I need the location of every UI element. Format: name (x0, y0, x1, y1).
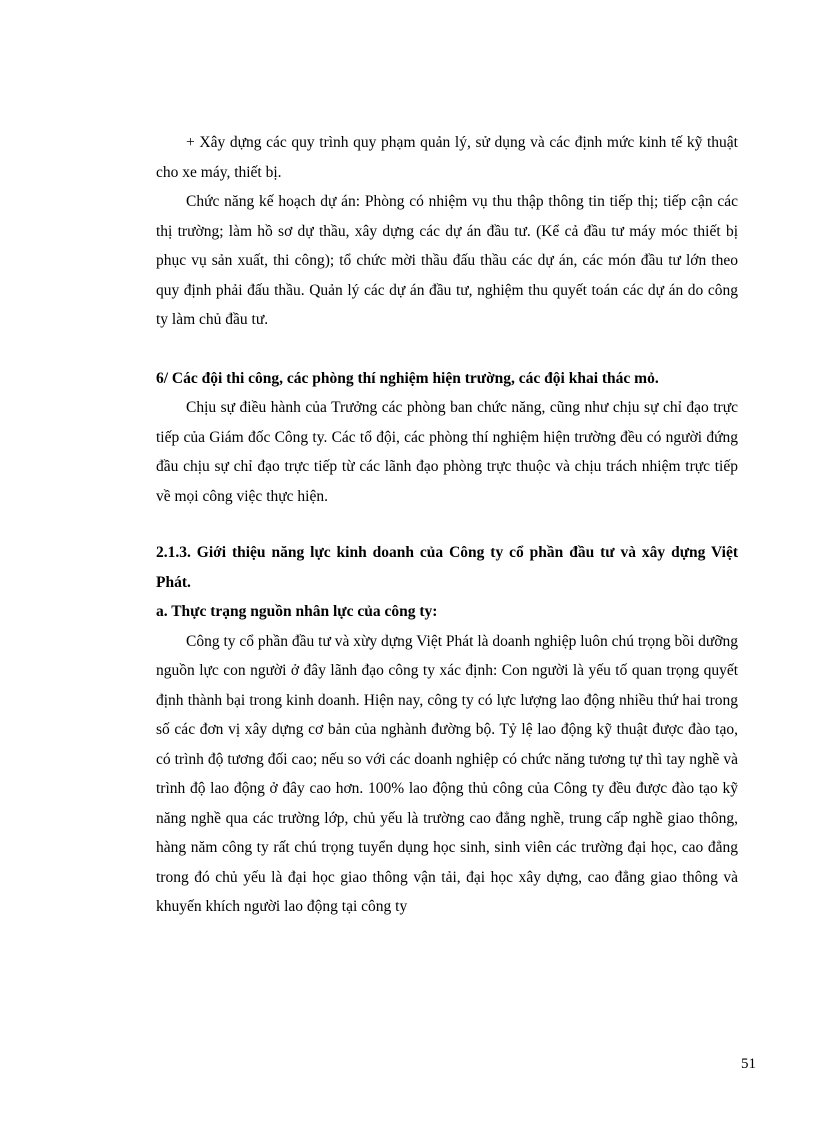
body-paragraph-project-planning: Chức năng kế hoạch dự án: Phòng có nhiệm vụ thu thập thông tin tiếp thị; tiếp cận các thị trường; làm hồ sơ dự thầu, xây dựng các dự án đầu tư. (Kể cả đầu tư máy móc thiết bị phục vụ sản xuất, thi công); tổ chức mời thầu đấu thầu các dự án, các món đầu tư lớn theo quy định phải đấu thầu. Quản lý các dự án đầu tư, nghiệm thu quyết toán các dự án do công ty làm chủ đầu tư. (156, 193, 738, 328)
paragraph-spacer (156, 511, 738, 538)
paragraph-spacer (156, 335, 738, 364)
body-paragraph-maintenance-procedures: + Xây dựng các quy trình quy phạm quản lý, sử dụng và các định mức kinh tế kỹ thuật cho xe máy, thiết bị. (156, 134, 738, 181)
section-heading-construction-teams: 6/ Các đội thi công, các phòng thí nghiệm hiện trường, các đội khai thác mỏ. (156, 369, 659, 387)
subsection-heading-human-resources: a. Thực trạng nguồn nhân lực của công ty: (156, 603, 438, 620)
page-number: 51 (741, 1056, 756, 1072)
section-heading-business-capacity: 2.1.3. Giới thiệu năng lực kinh doanh của Công ty cổ phần đầu tư và xây dựng Việt Phát. (156, 544, 738, 591)
document-page (156, 128, 738, 922)
body-paragraph-human-resources: Công ty cổ phần đầu tư và xừy dựng Việt Phát là doanh nghiệp luôn chú trọng bồi dưỡng nguồn lực con người ở đây lãnh đạo công ty xác định: Con người là yếu tố quan trọng quyết định thành bại trong kinh doanh. Hiện nay, công ty có lực lượng lao động nhiều thứ hai trong số các đơn vị xây dựng cơ bản của nghành đường bộ. Tỷ lệ lao động kỹ thuật được đào tạo, có trình độ tương đối cao; nếu so với các doanh nghiệp có chức năng tương tự thì tay nghề và trình độ lao động ở đây cao hơn. 100% lao động thủ công của Công ty đều được đào tạo kỹ năng nghề qua các trường lớp, chủ yếu là trường cao đẳng nghề, trung cấp nghề giao thông, hàng năm công ty rất chú trọng tuyển dụng học sinh, sinh viên các trường đại học, cao đẳng trong đó chủ yếu là đại học giao thông vận tải, đại học xây dựng, cao đẳng giao thông và khuyến khích người lao động tại công ty (156, 632, 739, 915)
body-paragraph-construction-teams: Chịu sự điều hành của Trưởng các phòng ban chức năng, cũng như chịu sự chỉ đạo trực tiếp của Giám đốc Công ty. Các tổ đội, các phòng thí nghiệm hiện trường đều có người đứng đầu chịu sự chỉ đạo trực tiếp từ các lãnh đạo phòng trực thuộc và chịu trách nhiệm trực tiếp về mọi công việc thực hiện. (156, 399, 738, 505)
